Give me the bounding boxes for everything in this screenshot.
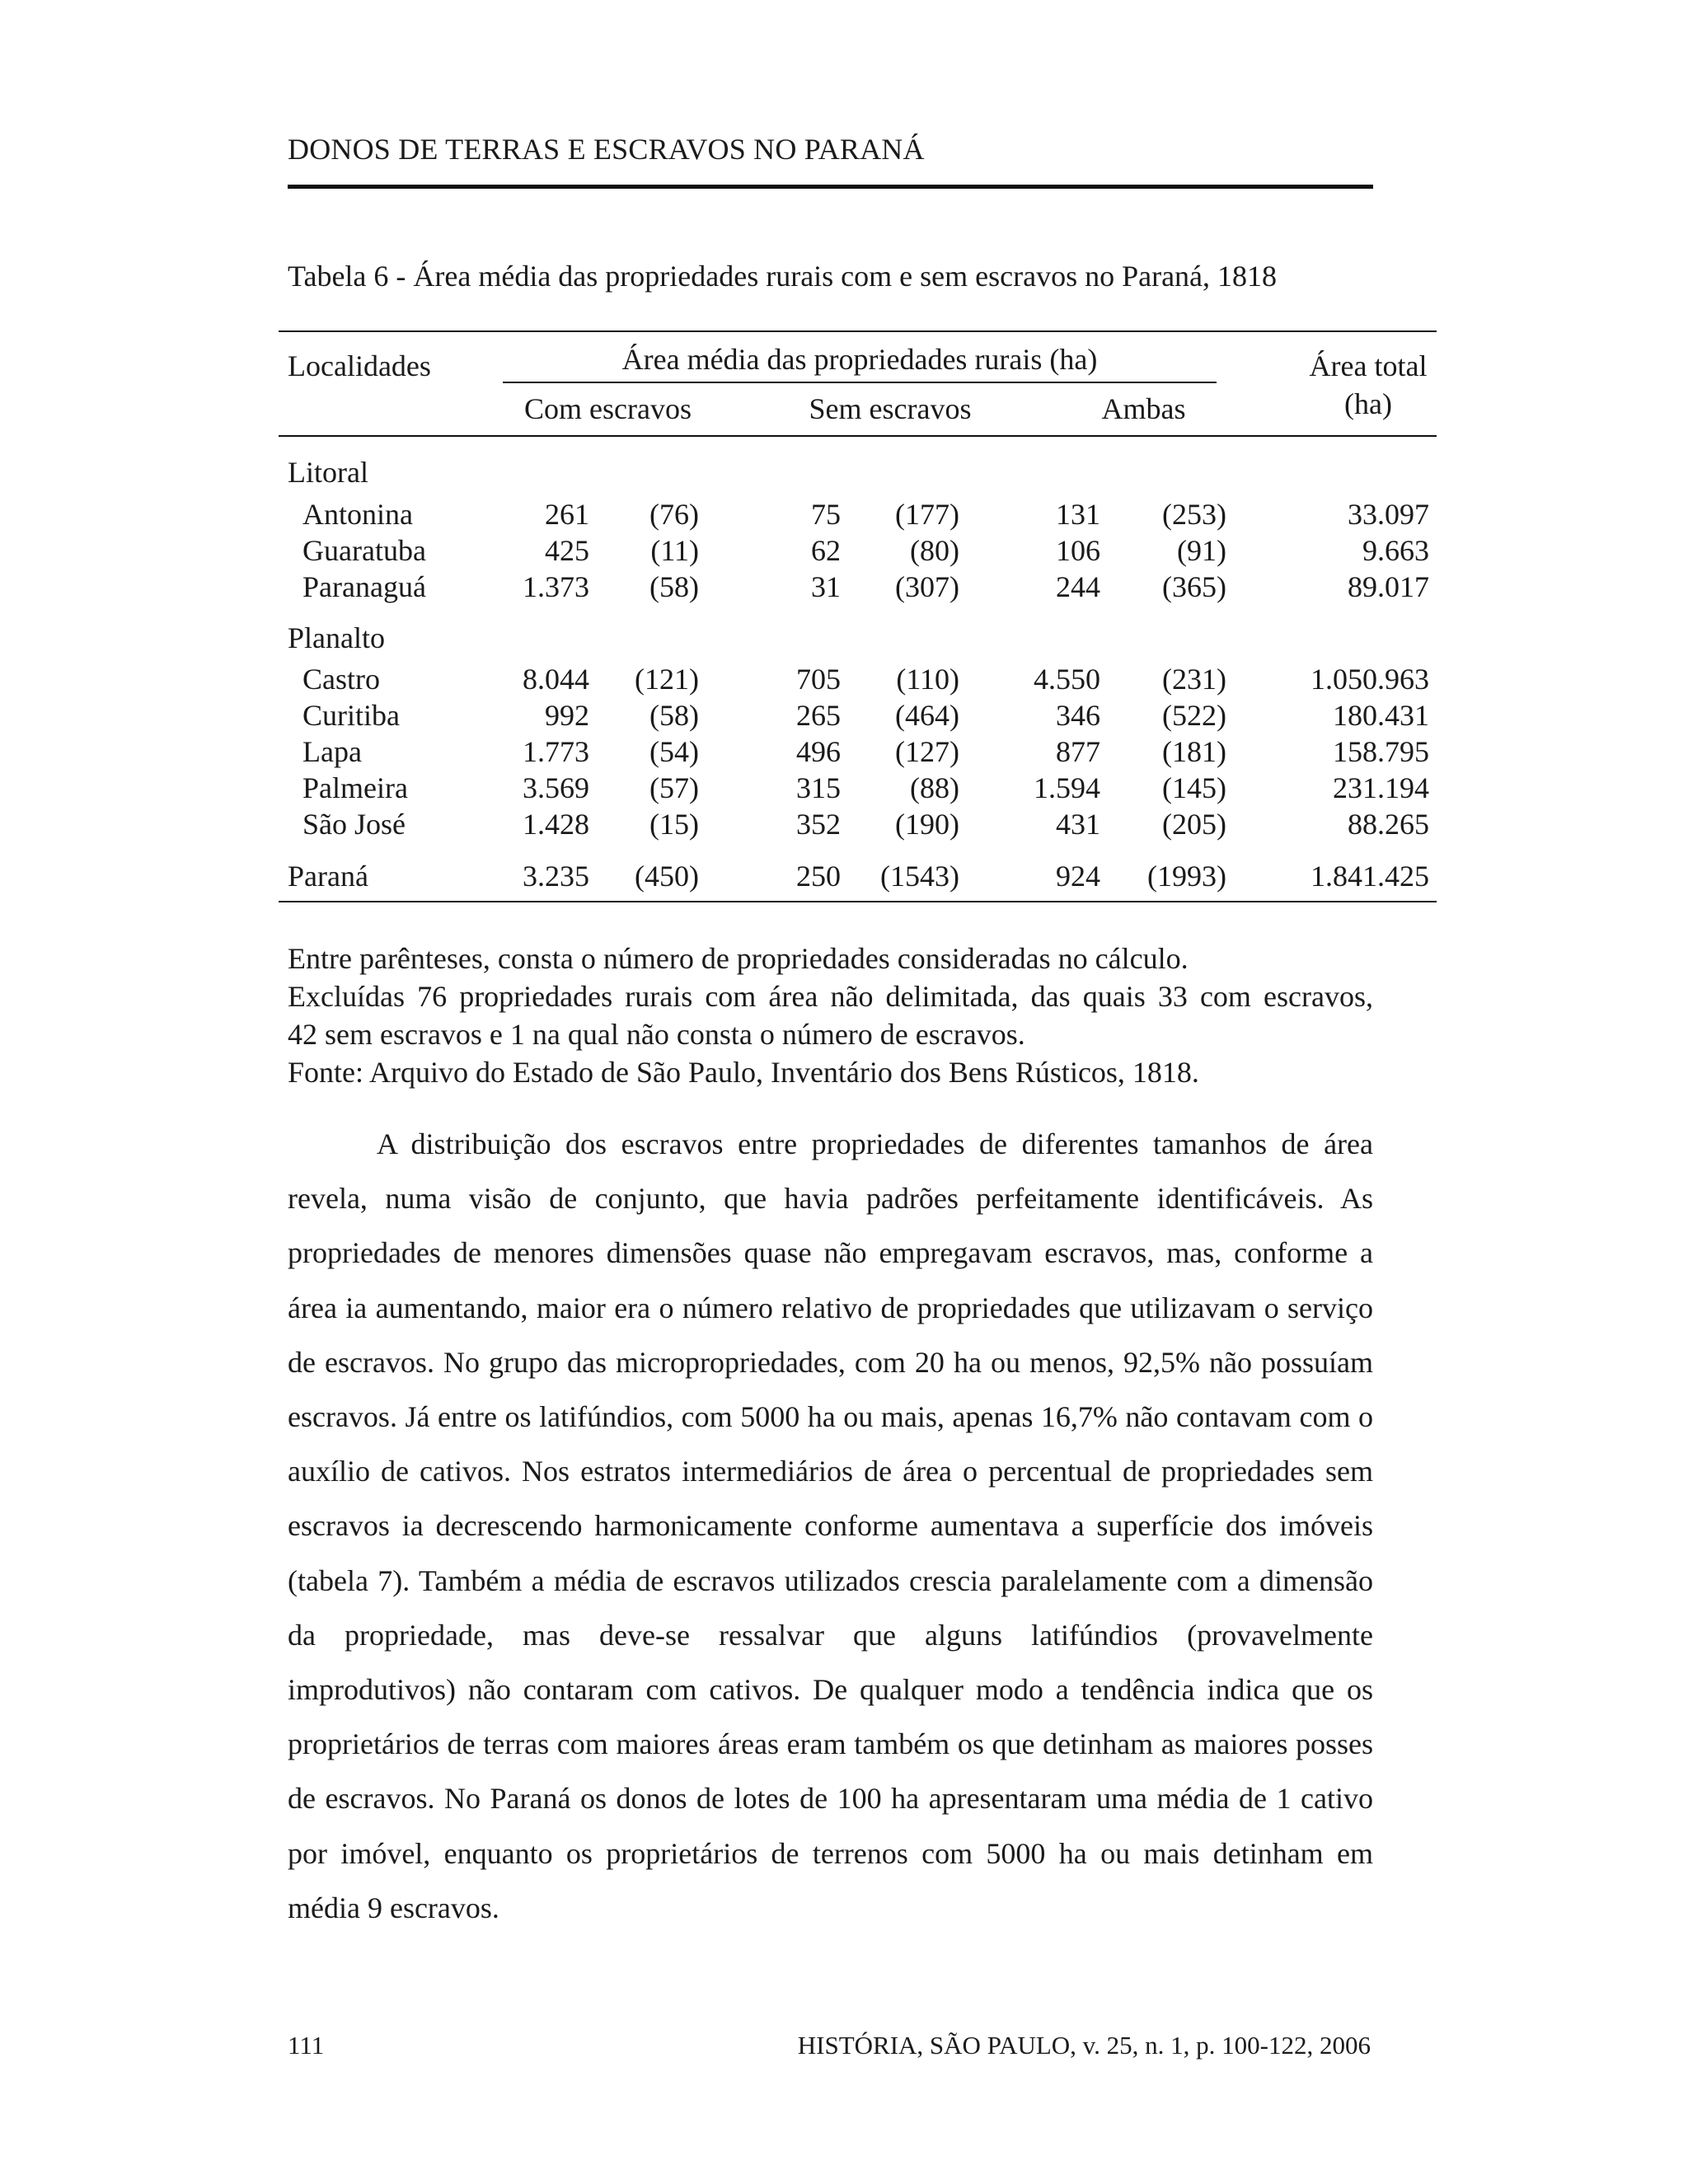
cell-amb: 346 (1056, 699, 1100, 732)
cell-com-count: (58) (649, 570, 699, 603)
cell-com-count: (58) (649, 699, 699, 732)
table-bottom-rule (279, 901, 1437, 902)
cell-com: 261 (545, 498, 589, 531)
cell-sem: 250 (796, 860, 841, 893)
row-locality: Lapa (302, 735, 362, 768)
cell-com: 1.428 (523, 808, 589, 841)
cell-sem-count: (307) (895, 570, 959, 603)
col-header-group: Área média das propriedades rurais (ha) (621, 343, 1098, 376)
group-header-rule (503, 382, 1217, 383)
cell-amb-count: (253) (1162, 498, 1226, 531)
col-header-total-unit: (ha) (1344, 387, 1392, 420)
note-excluded: Excluídas 76 propriedades rurais com área não delimitada, das quais 33 com escravos, (288, 980, 1373, 1013)
row-locality: São José (302, 808, 406, 841)
cell-com-count: (54) (649, 735, 699, 768)
cell-com: 1.373 (523, 570, 589, 603)
cell-com-count: (57) (649, 771, 699, 804)
cell-amb: 924 (1056, 860, 1100, 893)
cell-sem: 705 (796, 663, 841, 696)
table-header-rule (279, 435, 1437, 437)
cell-sem-count: (464) (895, 699, 959, 732)
cell-total: 231.194 (1333, 771, 1429, 804)
journal-citation: HISTÓRIA, SÃO PAULO, v. 25, n. 1, p. 100-122, 2006 (797, 2031, 1371, 2060)
cell-sem-count: (177) (895, 498, 959, 531)
header-rule (288, 185, 1373, 189)
cell-total: 88.265 (1348, 808, 1429, 841)
group-label-litoral: Litoral (288, 456, 368, 489)
cell-com: 3.569 (523, 771, 589, 804)
cell-total: 158.795 (1333, 735, 1429, 768)
page-number: 111 (288, 2031, 325, 2060)
cell-total: 89.017 (1348, 570, 1429, 603)
col-header-sem: Sem escravos (809, 392, 972, 425)
cell-total: 180.431 (1333, 699, 1429, 732)
cell-amb: 431 (1056, 808, 1100, 841)
row-locality: Paranaguá (302, 570, 426, 603)
cell-com: 3.235 (523, 860, 589, 893)
cell-com-count: (76) (649, 498, 699, 531)
cell-total: 1.050.963 (1311, 663, 1429, 696)
cell-amb: 106 (1056, 534, 1100, 567)
cell-com: 992 (545, 699, 589, 732)
cell-amb: 131 (1056, 498, 1100, 531)
cell-total: 33.097 (1348, 498, 1429, 531)
group-label-planalto: Planalto (288, 621, 385, 654)
cell-sem-count: (110) (896, 663, 959, 696)
col-header-ambas: Ambas (1101, 392, 1186, 425)
body-paragraph: A distribuição dos escravos entre propriedades de diferentes tamanhos de área revela, numa visão de conjunto, que havia padrões perfeitamente identificáveis. As propriedades de menores dimensões quase não empregavam escravos, mas, conforme a área ia aumentando, maior era o número relativo de propriedades que utilizavam o serviço de escravos. No grupo das micropropriedades, com 20 ha ou menos, 92,5% não possuíam escravos. Já entre os latifúndios, com 5000 ha ou mais, apenas 16,7% não contavam com o auxílio de cativos. Nos estratos intermediários de área o percentual de propriedades sem escravos ia decrescendo harmonicamente conforme aumentava a superfície dos imóveis (tabela 7). Também a média de escravos utilizados crescia paralelamente com a dimensão da propriedade, mas deve-se ressalvar que alguns latifúndios (provavelmente improdutivos) não contaram com cativos. De qualquer modo a tendência indica que os proprietários de terras com maiores áreas eram também os que detinham as maiores posses de escravos. No Paraná os donos de lotes de 100 ha apresentaram uma média de 1 cativo por imóvel, enquanto os proprietários de terrenos com 5000 ha ou mais detinham em média 9 escravos. (288, 1127, 1373, 1924)
cell-amb-count: (91) (1177, 534, 1226, 567)
cell-sem: 265 (796, 699, 841, 732)
cell-sem-count: (88) (910, 771, 959, 804)
cell-amb-count: (365) (1162, 570, 1226, 603)
running-head: DONOS DE TERRAS E ESCRAVOS NO PARANÁ (288, 133, 925, 166)
col-header-total: Área total (1309, 349, 1428, 382)
cell-amb-count: (181) (1162, 735, 1226, 768)
cell-total: 1.841.425 (1311, 860, 1429, 893)
row-locality: Curitiba (302, 699, 400, 732)
cell-sem: 352 (796, 808, 841, 841)
cell-amb: 4.550 (1034, 663, 1100, 696)
note-excluded-cont: 42 sem escravos e 1 na qual não consta o número de escravos. (288, 1018, 1025, 1051)
row-locality: Guaratuba (302, 534, 426, 567)
cell-sem-count: (127) (895, 735, 959, 768)
cell-com: 425 (545, 534, 589, 567)
cell-com: 8.044 (523, 663, 589, 696)
col-header-localidades: Localidades (288, 349, 431, 382)
row-locality: Castro (302, 663, 380, 696)
cell-amb: 1.594 (1034, 771, 1100, 804)
cell-com-count: (11) (650, 534, 699, 567)
cell-sem: 315 (796, 771, 841, 804)
cell-amb-count: (205) (1162, 808, 1226, 841)
table-caption: Tabela 6 - Área média das propriedades rurais com e sem escravos no Paraná, 1818 (288, 260, 1278, 293)
table-top-rule (279, 330, 1437, 332)
cell-sem: 496 (796, 735, 841, 768)
cell-amb-count: (145) (1162, 771, 1226, 804)
cell-sem-count: (190) (895, 808, 959, 841)
row-locality: Palmeira (302, 771, 408, 804)
cell-total: 9.663 (1362, 534, 1429, 567)
cell-amb-count: (231) (1162, 663, 1226, 696)
cell-amb: 244 (1056, 570, 1100, 603)
cell-sem: 62 (811, 534, 841, 567)
table-notes (288, 940, 1376, 1091)
note-source: Fonte: Arquivo do Estado de São Paulo, Inventário dos Bens Rústicos, 1818. (288, 1056, 1199, 1089)
cell-amb: 877 (1056, 735, 1100, 768)
cell-com-count: (450) (635, 860, 699, 893)
col-header-com: Com escravos (524, 392, 692, 425)
cell-sem: 31 (811, 570, 841, 603)
cell-sem-count: (1543) (880, 860, 959, 893)
cell-sem: 75 (811, 498, 841, 531)
cell-amb-count: (1993) (1147, 860, 1226, 893)
row-locality: Paraná (288, 860, 368, 893)
cell-amb-count: (522) (1162, 699, 1226, 732)
cell-com-count: (121) (635, 663, 699, 696)
note-parentheses: Entre parênteses, consta o número de propriedades consideradas no cálculo. (288, 942, 1189, 975)
cell-sem-count: (80) (910, 534, 959, 567)
row-locality: Antonina (302, 498, 413, 531)
cell-com: 1.773 (523, 735, 589, 768)
cell-com-count: (15) (649, 808, 699, 841)
